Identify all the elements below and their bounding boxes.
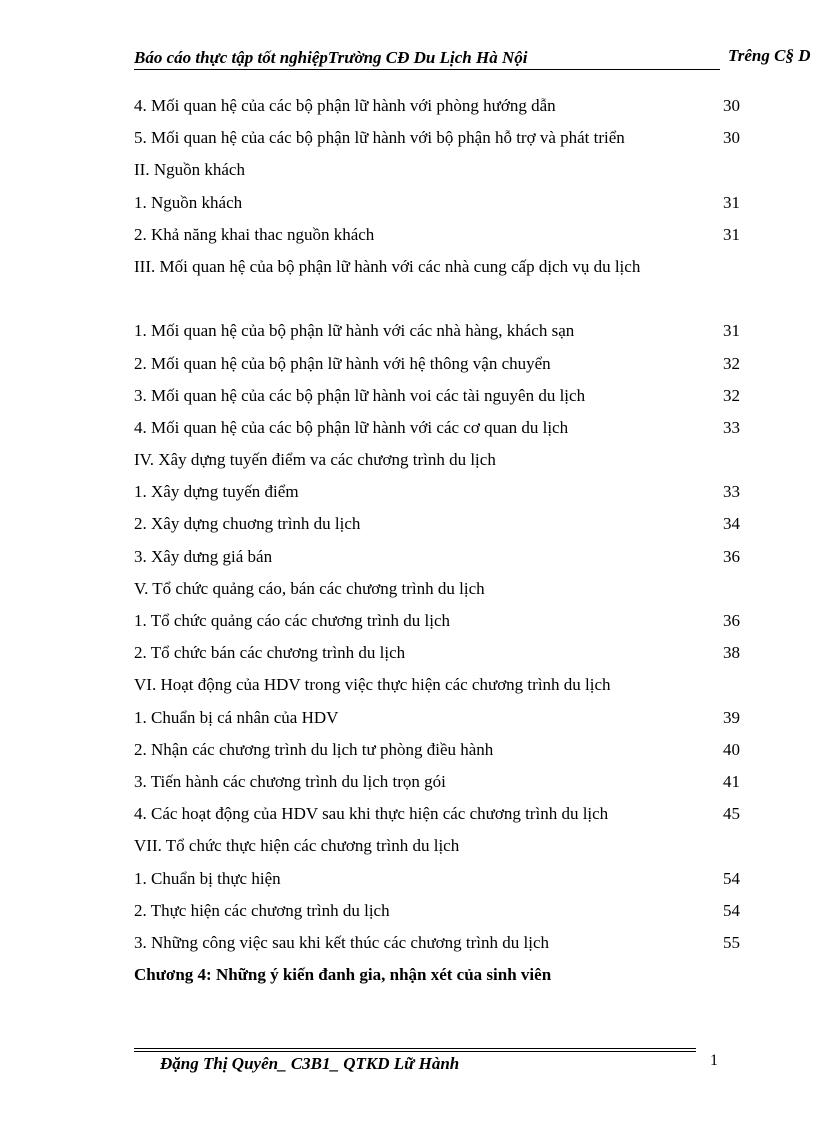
toc-label: 2. Khả năng khai thac nguồn khách <box>134 224 375 244</box>
footer-rule <box>134 1051 696 1052</box>
toc-label: 1. Tổ chức quảng cáo các chương trình du lịch <box>134 611 451 631</box>
toc-label: 1. Mối quan hệ của bộ phận lữ hành với các nhà hàng, khách sạn <box>134 321 575 341</box>
toc-row <box>0 476 816 508</box>
toc-label: 3. Mối quan hệ của các bộ phận lữ hành voi các tài nguyên du lịch <box>134 385 586 405</box>
toc-row <box>0 669 816 701</box>
toc-row <box>0 444 816 476</box>
toc-row <box>0 766 816 798</box>
toc-label: 2. Mối quan hệ của bộ phận lữ hành với hệ thông vận chuyển <box>134 353 551 373</box>
toc-section-heading: IV. Xây dựng tuyến điểm va các chương trình du lịch <box>134 450 496 470</box>
toc-row <box>0 315 816 347</box>
toc-label: 2. Nhận các chương trình du lịch tư phòng điều hành <box>134 739 494 759</box>
toc-page: 33 <box>723 482 740 502</box>
toc-section-heading: III. Mối quan hệ của bộ phận lữ hành với các nhà cung cấp dịch vụ du lịch <box>134 256 641 276</box>
toc-page: 39 <box>723 707 740 727</box>
toc-label: 1. Chuẩn bị thực hiện <box>134 868 281 888</box>
toc-row <box>0 251 816 315</box>
toc-label: 3. Tiến hành các chương trình du lịch trọn gói <box>134 771 446 791</box>
header-title: Báo cáo thực tập tốt nghiệpTrường CĐ Du Lịch Hà Nội <box>134 48 528 67</box>
toc-row <box>0 734 816 766</box>
table-of-contents <box>0 90 816 991</box>
toc-page: 34 <box>723 514 740 534</box>
page-header <box>134 48 816 72</box>
toc-row <box>0 154 816 186</box>
toc-page: 36 <box>723 546 740 566</box>
toc-page: 30 <box>723 128 740 148</box>
toc-page: 33 <box>723 417 740 437</box>
toc-label: 3. Xây dưng giá bán <box>134 546 273 566</box>
footer-page-number: 1 <box>710 1052 718 1069</box>
toc-row <box>0 348 816 380</box>
toc-row <box>0 830 816 862</box>
toc-row <box>0 927 816 959</box>
toc-page: 31 <box>723 321 740 341</box>
toc-label: 4. Mối quan hệ của các bộ phận lữ hành với các cơ quan du lịch <box>134 417 569 437</box>
toc-label: 1. Nguồn khách <box>134 192 243 212</box>
toc-page: 54 <box>723 900 740 920</box>
toc-row <box>0 508 816 540</box>
toc-row <box>0 122 816 154</box>
toc-row <box>0 412 816 444</box>
toc-chapter-heading: Chương 4: Những ý kiến đanh gia, nhận xét của sinh viên <box>134 965 552 985</box>
toc-page: 30 <box>723 96 740 115</box>
toc-row <box>0 959 816 991</box>
toc-page: 41 <box>723 771 740 791</box>
toc-label: 1. Chuẩn bị cá nhân của HDV <box>134 707 339 727</box>
footer-rule <box>134 1048 696 1049</box>
toc-label: 2. Thực hiện các chương trình du lịch <box>134 900 390 920</box>
toc-page: 55 <box>723 932 740 952</box>
toc-row <box>0 637 816 669</box>
toc-row <box>0 219 816 251</box>
header-school-name: Trêng C§ D <box>728 48 811 65</box>
toc-row <box>0 573 816 605</box>
toc-page: 45 <box>723 804 740 824</box>
toc-row <box>0 895 816 927</box>
toc-page: 40 <box>723 739 740 759</box>
toc-page: 38 <box>723 643 740 663</box>
toc-row <box>0 541 816 573</box>
toc-row <box>0 863 816 895</box>
toc-label: 1. Xây dựng tuyến điểm <box>134 482 299 502</box>
toc-page: 31 <box>723 192 740 212</box>
toc-row <box>0 798 816 830</box>
toc-section-heading: VI. Hoạt động của HDV trong việc thực hiện các chương trình du lịch <box>134 675 611 695</box>
toc-label: 4. Mối quan hệ của các bộ phận lữ hành với phòng hướng dẫn <box>134 96 556 115</box>
toc-label: 4. Các hoạt động của HDV sau khi thực hiện các chương trình du lịch <box>134 804 609 824</box>
toc-row <box>0 187 816 219</box>
toc-page: 32 <box>723 385 740 405</box>
footer-author: Đặng Thị Quyên_ C3B1_ QTKD Lữ Hành <box>160 1054 460 1073</box>
toc-page: 32 <box>723 353 740 373</box>
toc-label: 2. Tổ chức bán các chương trình du lịch <box>134 643 406 663</box>
toc-row <box>0 702 816 734</box>
toc-section-heading: VII. Tổ chức thực hiện các chương trình du lịch <box>134 836 460 856</box>
toc-row <box>0 380 816 412</box>
toc-label: 3. Những công việc sau khi kết thúc các chương trình du lịch <box>134 932 550 952</box>
toc-section-heading: II. Nguồn khách <box>134 160 245 180</box>
toc-page: 36 <box>723 611 740 631</box>
toc-row <box>0 605 816 637</box>
toc-page: 31 <box>723 224 740 244</box>
toc-row <box>0 90 816 122</box>
header-rule <box>134 69 720 70</box>
toc-label: 2. Xây dựng chuơng trình du lịch <box>134 514 361 534</box>
toc-label: 5. Mối quan hệ của các bộ phận lữ hành với bộ phận hỗ trợ và phát triển <box>134 128 625 148</box>
toc-section-heading: V. Tổ chức quảng cáo, bán các chương trình du lịch <box>134 578 485 598</box>
toc-page: 54 <box>723 868 740 888</box>
